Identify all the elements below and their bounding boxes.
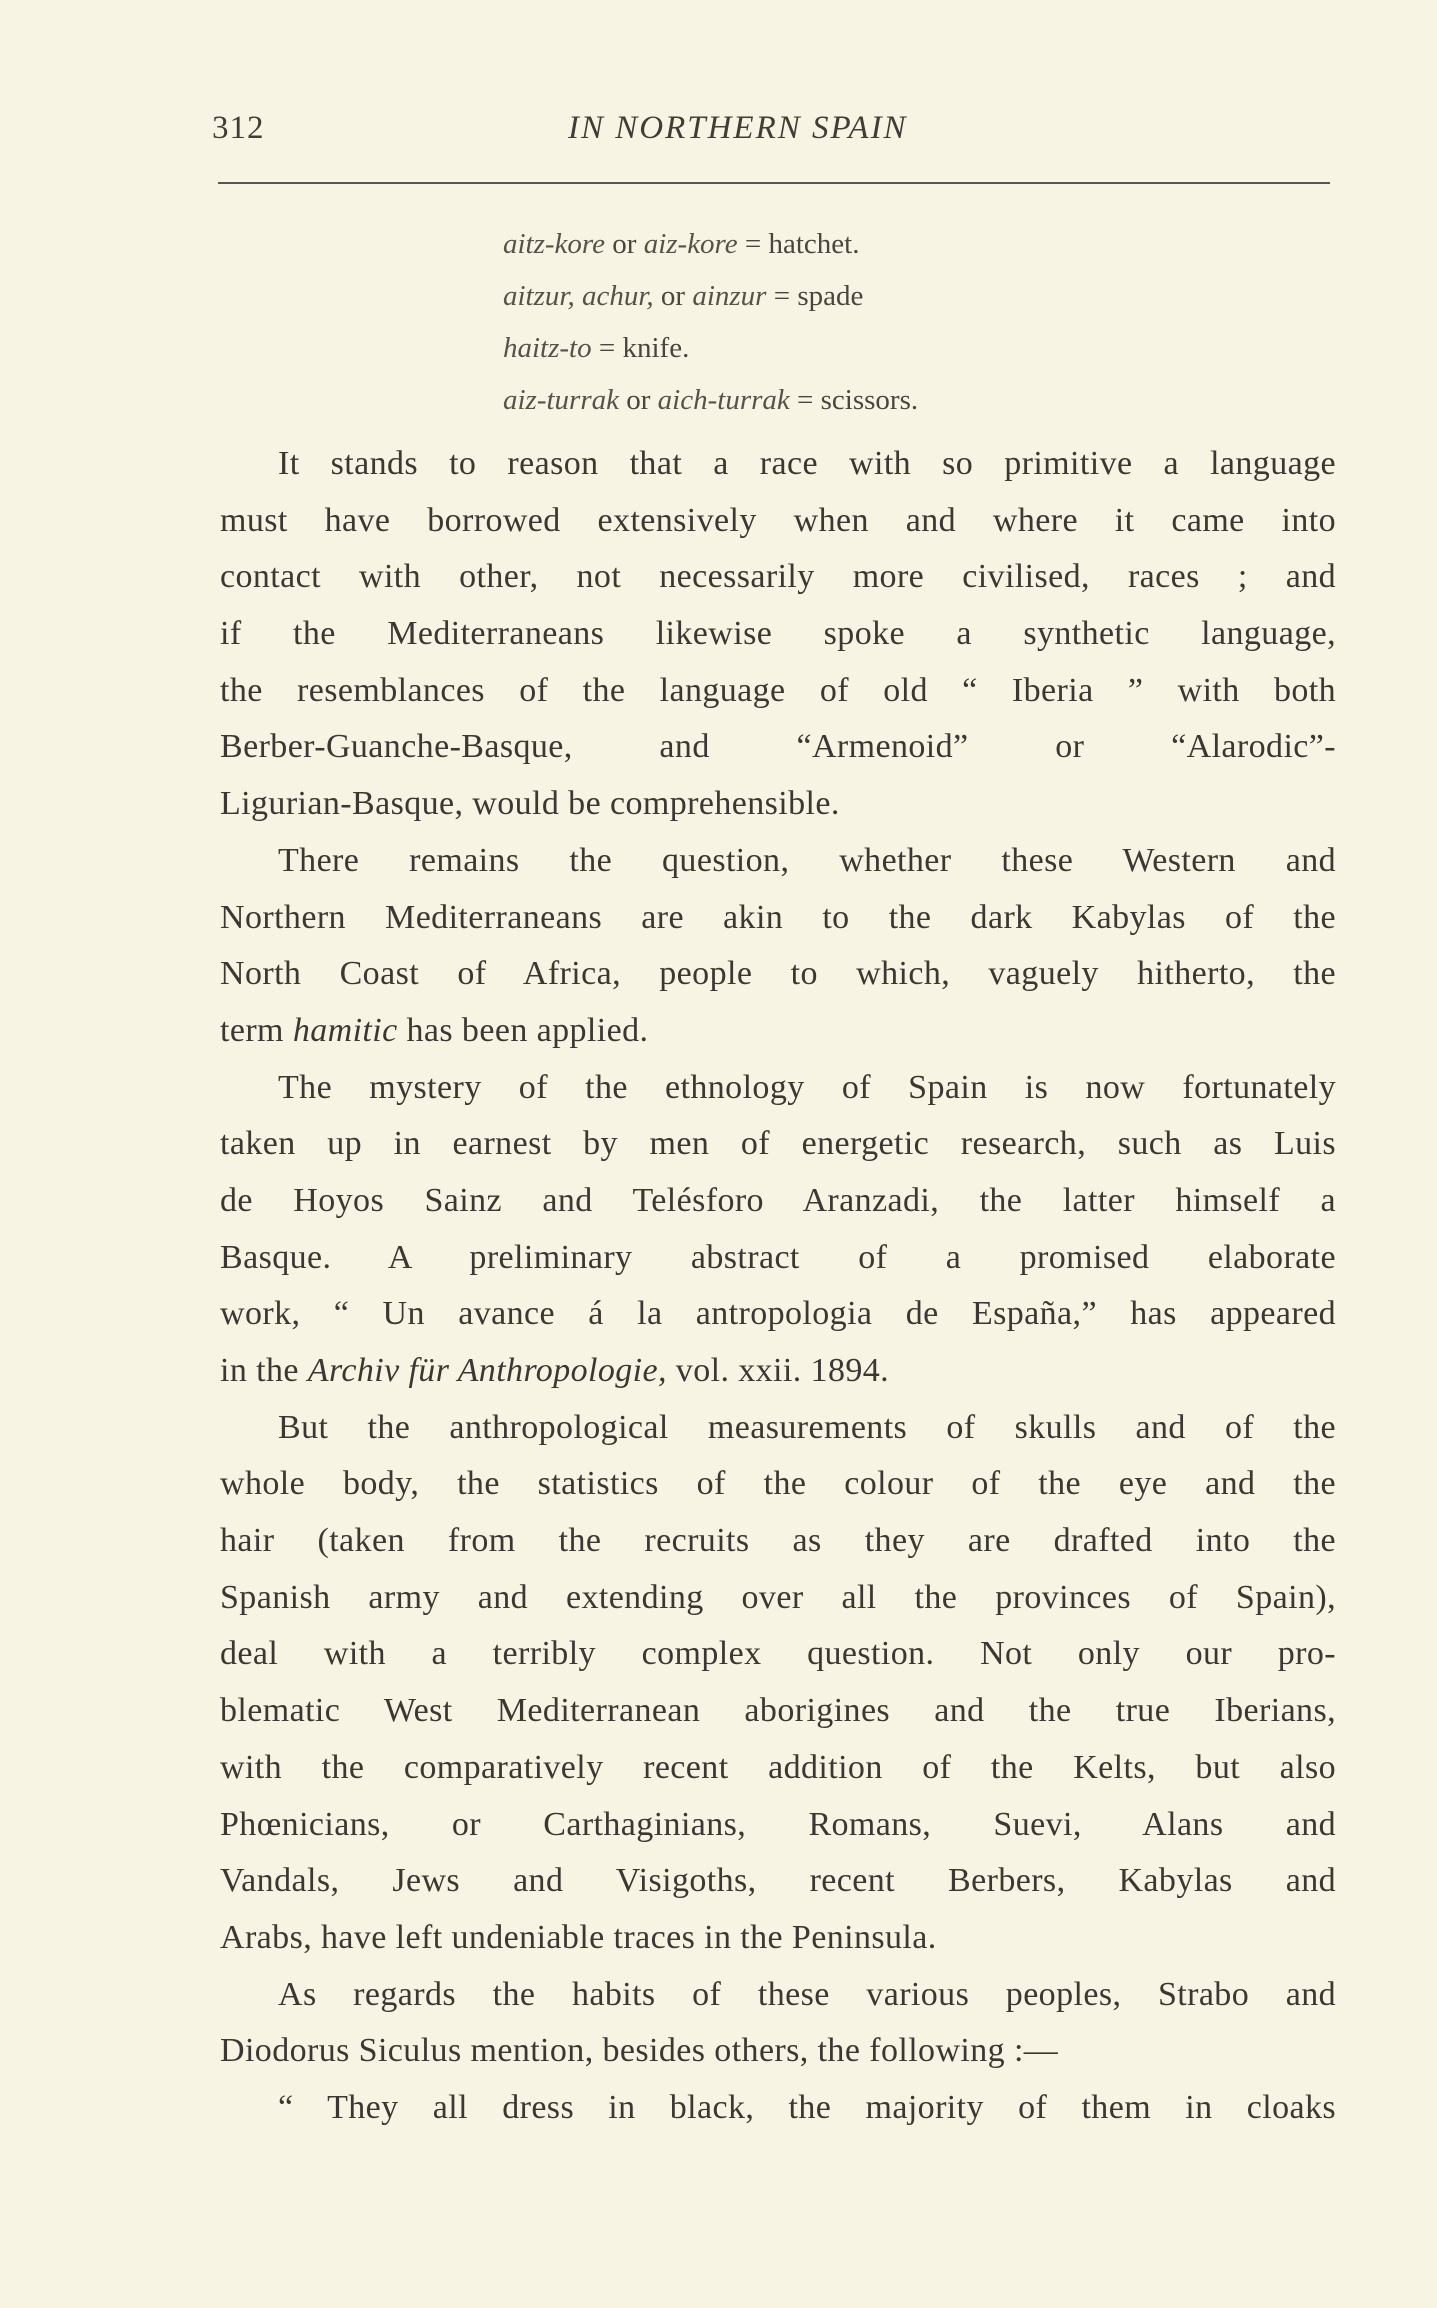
- text-line: Phœnicians, or Carthaginians, Romans, Suevi, Alans and: [220, 1805, 1336, 1843]
- text-run: term: [220, 1011, 293, 1049]
- glossary-entry-knife: [503, 322, 1223, 374]
- text-line: with the comparatively recent addition of the Kelts, but also: [220, 1748, 1336, 1786]
- text-line: work, “ Un avance á la antropologia de España,” has appeared: [220, 1295, 1336, 1333]
- text-line: taken up in earnest by men of energetic research, such as Luis: [220, 1125, 1336, 1163]
- text-line: “ They all dress in black, the majority of them in cloaks: [278, 2088, 1336, 2126]
- text-line: Berber-Guanche-Basque, and “Armenoid” or “Alarodic”-: [220, 728, 1336, 766]
- glossary-definition: = hatchet.: [737, 228, 860, 260]
- text-line: must have borrowed extensively when and where it came into: [220, 501, 1336, 539]
- text-run: has been applied.: [397, 1011, 649, 1049]
- glossary-entry-hatchet: [503, 218, 1223, 270]
- glossary-term: aich-turrak: [657, 384, 790, 416]
- text-line: But the anthropological measurements of skulls and of the: [278, 1408, 1336, 1446]
- glossary-term: aiz-turrak: [503, 384, 619, 416]
- text-line: As regards the habits of these various peoples, Strabo and: [278, 1975, 1336, 2013]
- text-line: [220, 1003, 1336, 1060]
- text-line: There remains the question, whether these Western and: [278, 841, 1336, 879]
- text-line: deal with a terribly complex question. Not only our pro-: [220, 1635, 1336, 1673]
- text-line: blematic West Mediterranean aborigines and the true Iberians,: [220, 1692, 1336, 1730]
- glossary-entry-spade: [503, 270, 1223, 322]
- glossary-term: aitz-kore: [503, 228, 606, 260]
- text-line: the resemblances of the language of old “ Iberia ” with both: [220, 671, 1336, 709]
- header-rule: [218, 182, 1330, 184]
- body-text: [220, 436, 1336, 2137]
- glossary-definition: = spade: [766, 280, 864, 312]
- glossary-term: ainzur: [692, 280, 767, 312]
- text-line: Ligurian-Basque, would be comprehensible.: [220, 785, 840, 823]
- glossary-term: haitz-to: [503, 332, 592, 364]
- text-line: Northern Mediterraneans are akin to the dark Kabylas of the: [220, 898, 1336, 936]
- glossary-connector: or: [605, 228, 644, 260]
- italic-journal-title: Archiv für Anthropologie,: [307, 1352, 667, 1389]
- text-run: vol. xxii. 1894.: [666, 1352, 890, 1389]
- text-line: Spanish army and extending over all the provinces of Spain),: [220, 1578, 1336, 1616]
- glossary-definition: = scissors.: [789, 384, 919, 416]
- running-head: [0, 110, 1437, 160]
- text-line: North Coast of Africa, people to which, vaguely hitherto, the: [220, 955, 1336, 993]
- text-line: [220, 1343, 1336, 1400]
- text-line: Vandals, Jews and Visigoths, recent Berbers, Kabylas and: [220, 1862, 1336, 1900]
- glossary-connector: or: [653, 280, 693, 312]
- text-line: de Hoyos Sainz and Telésforo Aranzadi, the latter himself a: [220, 1181, 1336, 1219]
- glossary-term: aitzur, achur,: [503, 280, 654, 312]
- text-line: Basque. A preliminary abstract of a promised elaborate: [220, 1238, 1336, 1276]
- text-line: hair (taken from the recruits as they are drafted into the: [220, 1522, 1336, 1560]
- text-line: Arabs, have left undeniable traces in the Peninsula.: [220, 1918, 937, 1956]
- text-line: whole body, the statistics of the colour of the eye and the: [220, 1465, 1336, 1503]
- running-title: IN NORTHERN SPAIN: [568, 110, 908, 146]
- italic-term: hamitic: [292, 1011, 398, 1049]
- glossary-connector: or: [619, 384, 658, 416]
- glossary-entry-scissors: [503, 374, 1223, 426]
- text-line: contact with other, not necessarily more civilised, races ; and: [220, 558, 1336, 596]
- glossary-definition: = knife.: [591, 332, 690, 364]
- text-line: Diodorus Siculus mention, besides others, the following :—: [220, 2032, 1059, 2070]
- page-number: 312: [212, 110, 265, 146]
- text-run: in the: [220, 1352, 308, 1389]
- text-line: The mystery of the ethnology of Spain is now fortunately: [278, 1068, 1336, 1106]
- text-line: It stands to reason that a race with so primitive a language: [278, 445, 1336, 482]
- text-line: if the Mediterraneans likewise spoke a synthetic language,: [220, 615, 1336, 653]
- glossary-term: aiz-kore: [643, 228, 738, 260]
- glossary-list: [503, 218, 1223, 426]
